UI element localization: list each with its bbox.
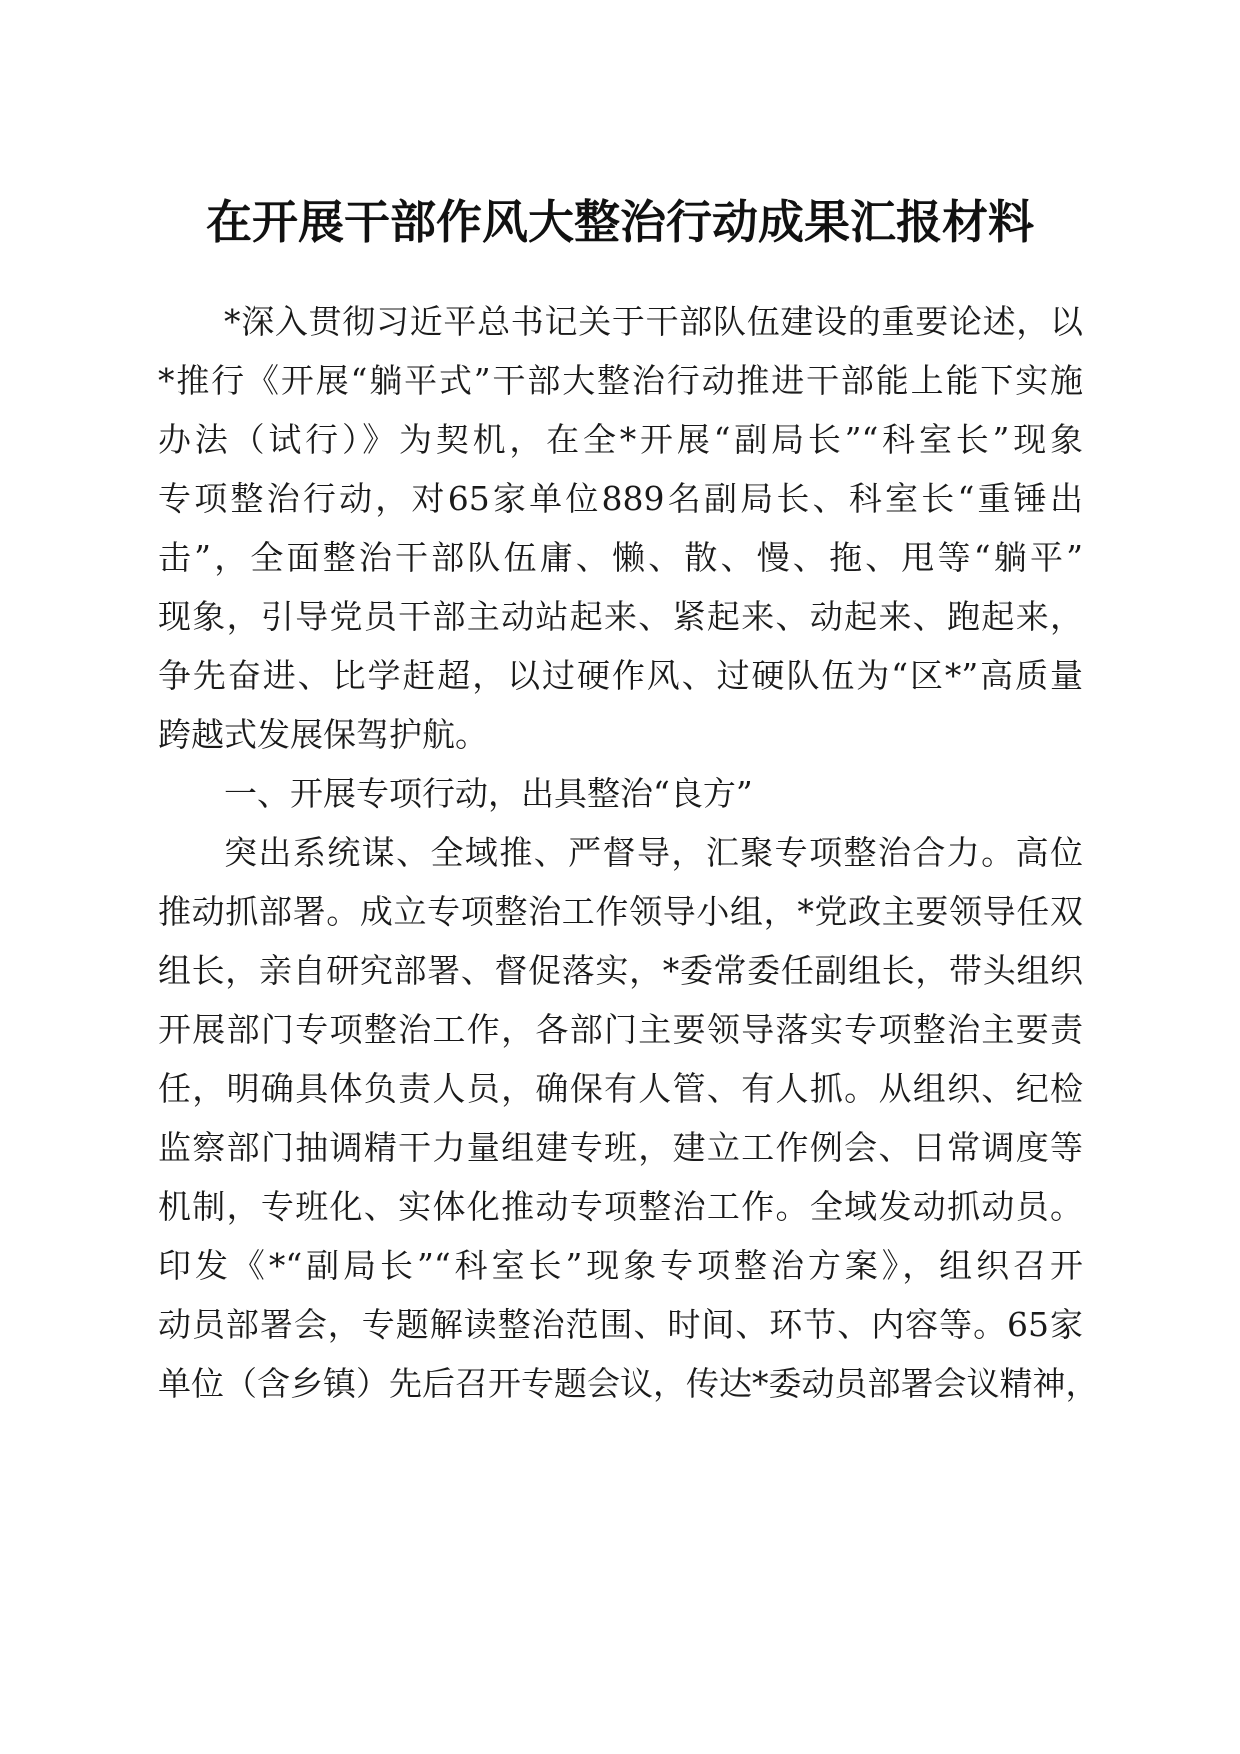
body-line: *推行《开展“躺平式”干部大整治行动推进干部能上能下实施 bbox=[158, 361, 1083, 400]
body-line: 击”，全面整治干部队伍庸、懒、散、慢、拖、甩等“躺平” bbox=[158, 538, 1083, 577]
body-line: 任，明确具体负责人员，确保有人管、有人抓。从组织、纪检 bbox=[158, 1069, 1083, 1108]
body-line: 争先奋进、比学赶超，以过硬作风、过硬队伍为“区*”高质量 bbox=[158, 656, 1083, 695]
document-title: 在开展干部作风大整治行动成果汇报材料 bbox=[206, 195, 1034, 249]
body-line: 推动抓部署。成立专项整治工作领导小组，*党政主要领导任双 bbox=[158, 892, 1083, 931]
body-line: 开展部门专项整治工作，各部门主要领导落实专项整治主要责 bbox=[158, 1010, 1083, 1049]
body-line: 监察部门抽调精干力量组建专班，建立工作例会、日常调度等 bbox=[158, 1128, 1083, 1167]
body-line: 专项整治行动，对65家单位889名副局长、科室长“重锤出 bbox=[158, 479, 1083, 518]
body-line: 办法（试行）》为契机，在全*开展“副局长”“科室长”现象 bbox=[158, 420, 1083, 459]
body-line: *深入贯彻习近平总书记关于干部队伍建设的重要论述，以 bbox=[224, 302, 1083, 341]
body-line: 跨越式发展保驾护航。 bbox=[158, 715, 488, 754]
body-line: 组长，亲自研究部署、督促落实，*委常委任副组长，带头组织 bbox=[158, 951, 1083, 990]
body-line: 动员部署会，专题解读整治范围、时间、环节、内容等。65家 bbox=[158, 1305, 1083, 1344]
body-line: 突出系统谋、全域推、严督导，汇聚专项整治合力。高位 bbox=[224, 833, 1083, 872]
body-line: 机制，专班化、实体化推动专项整治工作。全域发动抓动员。 bbox=[158, 1187, 1083, 1226]
body-line: 印发《*“副局长”“科室长”现象专项整治方案》，组织召开 bbox=[158, 1246, 1083, 1285]
section-heading: 一、开展专项行动，出具整治“良方” bbox=[224, 774, 753, 813]
body-line: 单位（含乡镇）先后召开专题会议，传达*委动员部署会议精神， bbox=[158, 1364, 1099, 1403]
body-line: 现象，引导党员干部主动站起来、紧起来、动起来、跑起来， bbox=[158, 597, 1083, 636]
